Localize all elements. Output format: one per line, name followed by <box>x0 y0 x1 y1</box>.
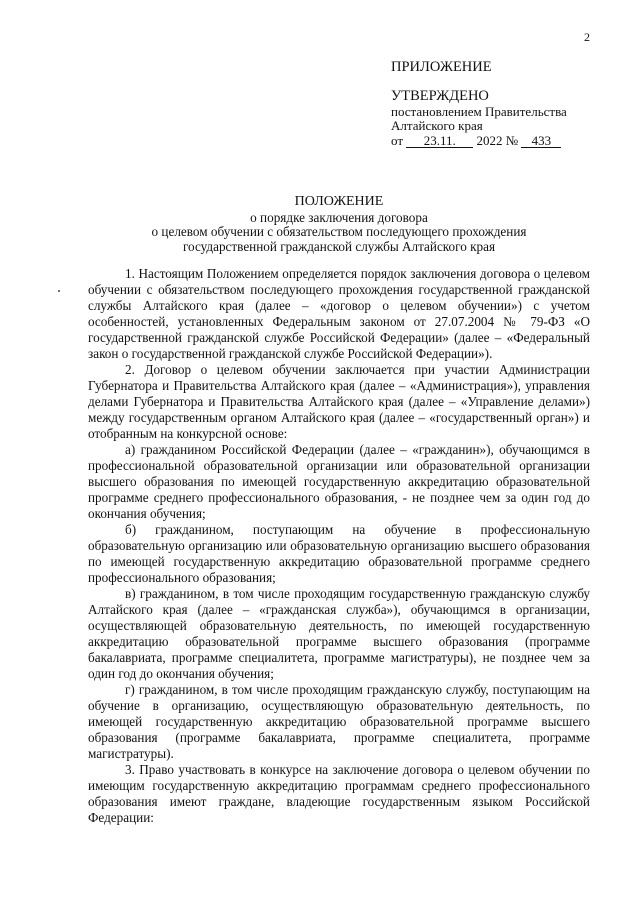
title-heading: ПОЛОЖЕНИЕ <box>294 194 384 209</box>
title-line-2: о целевом обучении с обязательством последующего прохождения <box>151 224 527 239</box>
document-title <box>88 195 590 254</box>
subparagraph-a: а) гражданином Российской Федерации (далее – «гражданин»), обучающимся в профессиональной образовательной организации или образовательной организации высшего образования по имеющей государственную аккредитацию образовательной программе среднего профессионального образования, - не позднее чем за один год до окончания обучения; <box>88 442 590 521</box>
approved-label: УТВЕРЖДЕНО <box>391 88 489 104</box>
approved-by-line2: Алтайского края <box>391 118 483 133</box>
subparagraph-b: б) гражданином, поступающим на обучение в профессиональную образовательную организацию или образовательную организацию высшего образования по имеющей государственную аккредитацию образовательной программе среднего профессионального образования; <box>88 522 590 585</box>
from-label: от <box>391 133 404 148</box>
appendix-label: ПРИЛОЖЕНИЕ <box>391 59 492 75</box>
title-line-1: о порядке заключения договора <box>250 209 428 225</box>
title-line-3: государственной гражданской службы Алтайского края <box>182 238 496 254</box>
approval-date-line <box>391 134 626 148</box>
paragraph-2: 2. Договор о целевом обучении заключается при участии Администрации Губернатора и Правительства Алтайского края (далее – «Администрация»), управления делами Губернатора и Правительства Алтайского края (далее – «Управление делами») между государственным органом Алтайского края (далее – «государственный орган») и отобранным на конкурсной основе: <box>88 362 590 441</box>
approval-year: 2022 № <box>476 133 519 148</box>
approval-stamp <box>391 58 626 148</box>
subparagraph-v: в) гражданином, в том числе проходящим государственную гражданскую службу Алтайского края (далее – «гражданская служба»), обучающимся в организации, осуществляющей образовательную деятельность, по имеющей государственную аккредитацию образовательной программе высшего образования (программе бакалавриата, программе специалитета, программе магистратуры), не позднее чем за один год до окончания обучения; <box>88 586 590 681</box>
approval-number: 433 <box>521 134 561 148</box>
approved-by-line1: постановлением Правительства <box>391 104 567 119</box>
scan-speck <box>58 290 60 292</box>
approval-date: 23.11. <box>406 134 473 148</box>
paragraph-1: 1. Настоящим Положением определяется порядок заключения договора о целевом обучении с обязательством последующего прохождения государственной гражданской службы Алтайского края (далее – «договор о целевом обучении») с учетом особенностей, установленных Федеральным законом от 27.07.2004 № 79-ФЗ «О государственной гражданской службе Российской Федерации» (далее – «Федеральный закон о государственной гражданской службе Российской Федерации»). <box>88 266 590 361</box>
subparagraph-g: г) гражданином, в том числе проходящим гражданскую службу, поступающим на обучение в организацию, осуществляющую образовательную деятельность, по имеющей государственную аккредитацию образовательной программе высшего образования (программе бакалавриата, программе специалитета, программе магистратуры). <box>88 682 590 761</box>
paragraph-3: 3. Право участвовать в конкурсе на заключение договора о целевом обучении по имеющим государственную аккредитацию программам среднего профессионального образования имеют граждане, владеющие государственным языком Российской Федерации: <box>88 762 590 825</box>
page-number: 2 <box>584 30 590 44</box>
document-body <box>88 266 590 826</box>
